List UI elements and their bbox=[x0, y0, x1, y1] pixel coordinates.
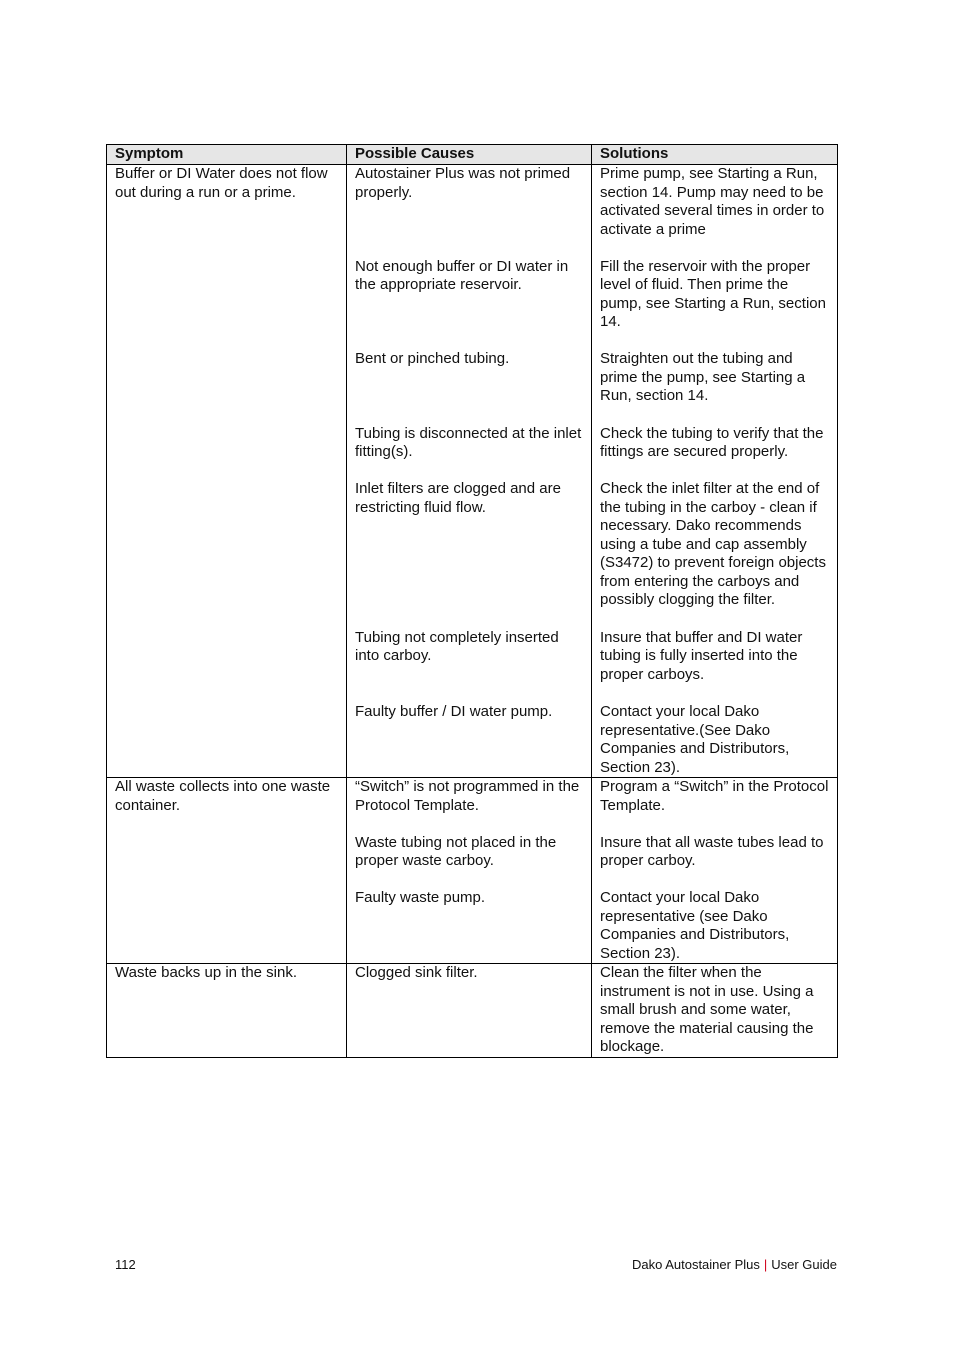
footer-separator: | bbox=[763, 1257, 768, 1272]
solution-text: Contact your local Dako representative (see Dako Companies and Distributors, Section 23). bbox=[600, 889, 790, 962]
footer-title bbox=[632, 1257, 837, 1273]
symptom-cell: All waste collects into one waste container. bbox=[107, 778, 347, 964]
cause-text: “Switch” is not programmed in the Protocol Template. bbox=[355, 778, 580, 814]
solutions-cell bbox=[592, 778, 838, 964]
table-header-row bbox=[107, 145, 838, 165]
header-solutions: Solutions bbox=[592, 145, 838, 165]
footer-doc-type: User Guide bbox=[771, 1257, 837, 1272]
cause-text: Clogged sink filter. bbox=[355, 964, 478, 981]
solutions-cell bbox=[592, 964, 838, 1058]
solution-text: Program a “Switch” in the Protocol Template. bbox=[600, 778, 829, 814]
cause-text: Tubing is disconnected at the inlet fitting(s). bbox=[355, 424, 582, 460]
solution-text: Clean the filter when the instrument is not in use. Using a small brush and some water, remove the material causing the blockage. bbox=[600, 964, 814, 1055]
solution-text: Prime pump, see Starting a Run, section 14. Pump may need to be activated several times in order to activate a prime bbox=[600, 165, 825, 238]
solution-text: Check the inlet filter at the end of the tubing in the carboy - clean if necessary. Dako recommends using a tube and cap assembly (S3472) to prevent foreign objects from entering the carboys and possibly clogging the filter. bbox=[600, 480, 826, 608]
troubleshooting-table bbox=[106, 144, 838, 1058]
header-symptom: Symptom bbox=[107, 145, 347, 165]
symptom-cell: Waste backs up in the sink. bbox=[107, 964, 347, 1058]
header-possible-causes: Possible Causes bbox=[347, 145, 592, 165]
cause-text: Waste tubing not placed in the proper waste carboy. bbox=[355, 833, 557, 869]
solution-text: Straighten out the tubing and prime the pump, see Starting a Run, section 14. bbox=[600, 350, 806, 404]
cause-text: Faulty waste pump. bbox=[355, 889, 486, 906]
cause-text: Autostainer Plus was not primed properly. bbox=[355, 165, 571, 201]
solution-text: Contact your local Dako representative.(See Dako Companies and Distributors, Section 23). bbox=[600, 703, 790, 776]
causes-cell bbox=[347, 778, 592, 964]
solutions-cell bbox=[592, 165, 838, 778]
cause-text: Bent or pinched tubing. bbox=[355, 350, 510, 367]
table-row bbox=[107, 778, 838, 964]
table-row bbox=[107, 964, 838, 1058]
cause-text: Tubing not completely inserted into carboy. bbox=[355, 628, 559, 664]
causes-cell bbox=[347, 165, 592, 778]
causes-cell bbox=[347, 964, 592, 1058]
table-row bbox=[107, 165, 838, 778]
cause-text: Faulty buffer / DI water pump. bbox=[355, 703, 553, 720]
footer-product: Dako Autostainer Plus bbox=[631, 1257, 760, 1272]
solution-text: Insure that all waste tubes lead to proper carboy. bbox=[600, 833, 824, 869]
symptom-cell: Buffer or DI Water does not flow out during a run or a prime. bbox=[107, 165, 347, 778]
solution-text: Insure that buffer and DI water tubing is fully inserted into the proper carboys. bbox=[600, 628, 803, 683]
solution-text: Fill the reservoir with the proper level of fluid. Then prime the pump, see Starting a Run, section 14. bbox=[600, 257, 826, 330]
solution-text: Check the tubing to verify that the fittings are secured properly. bbox=[600, 424, 824, 460]
cause-text: Inlet filters are clogged and are restricting fluid flow. bbox=[355, 480, 561, 516]
cause-text: Not enough buffer or DI water in the appropriate reservoir. bbox=[355, 257, 569, 293]
page-number: 112 bbox=[115, 1257, 136, 1272]
